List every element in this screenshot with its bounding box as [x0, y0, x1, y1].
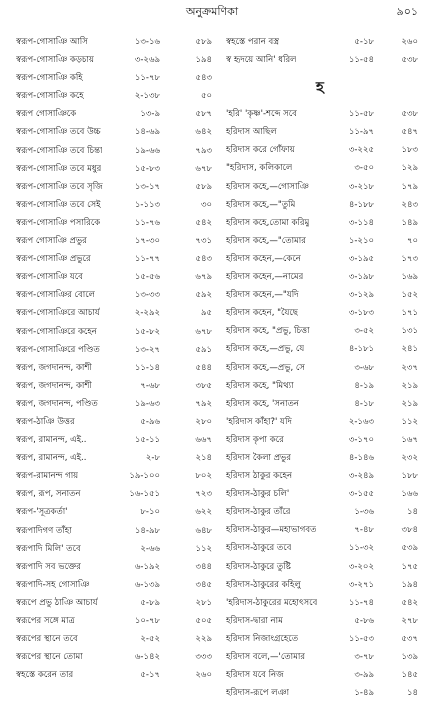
entry-reference: ১১-৭৭	[134, 254, 160, 265]
index-entry	[12, 250, 212, 268]
entry-reference: ৪-১৯	[354, 380, 374, 391]
index-entry	[222, 431, 418, 449]
entry-page: ৬৭৯	[195, 272, 212, 283]
index-entry	[222, 214, 418, 232]
entry-text: স্বরূপ-গোসাঞি তবে উচ্চ	[16, 127, 101, 138]
entry-reference: ৩-২৬৯	[134, 55, 160, 66]
index-entry	[12, 377, 212, 395]
entry-page: ৩৮৪	[401, 525, 418, 536]
index-entry	[12, 503, 212, 521]
index-entry	[222, 377, 418, 395]
index-entry	[12, 612, 212, 630]
entry-text: হরিদাস কহেন,—কেনে	[226, 253, 301, 264]
entry-reference: ৭-৪৮	[354, 525, 374, 536]
entry-text: হরিদাস কহে, 'সনাতন	[226, 398, 299, 409]
entry-reference: ৩-৫০	[354, 163, 374, 174]
entry-reference: ২-৫২	[140, 634, 160, 645]
entry-text: স্ব হৃদয়ে আনি' ধরিল	[226, 55, 297, 66]
entry-reference: ১-১১৩	[134, 199, 160, 210]
index-entry	[12, 51, 212, 69]
entry-reference: ৩-২৭১	[348, 579, 374, 590]
entry-reference: ৩-৭৮	[354, 652, 374, 662]
index-entry	[222, 232, 418, 250]
entry-reference: ১১-৭৪	[348, 597, 374, 608]
entry-reference: ৩-৯৯	[354, 670, 374, 681]
entry-reference: ১-২১০	[348, 235, 374, 246]
entry-reference: ১০-৭৮	[134, 616, 160, 626]
index-entry	[12, 232, 212, 250]
entry-page: ২২৯	[195, 634, 212, 645]
entry-text: স্বরূপ-'সূত্রকর্তা'	[16, 507, 68, 518]
entry-page: ৬৭৮	[195, 163, 212, 174]
entry-text: হরিদাস কৃপা করে	[226, 434, 284, 445]
entry-text: হরিদাস কহে,—গোসাঞি	[226, 181, 309, 192]
entry-text: হরিদাস-ঠাকুর চলি'	[226, 489, 290, 500]
entry-page: ২৩২	[401, 452, 418, 463]
entry-reference: ৩-১৮৩	[348, 308, 374, 319]
entry-reference: ১৯-১০০	[129, 471, 160, 482]
entry-text: হরিদাস-ঠাকুর তাঁরে	[226, 507, 291, 518]
entry-reference: ৩-২২৫	[348, 145, 374, 156]
entry-page: ১৭৯	[401, 181, 418, 192]
entry-text: স্বরূপ-রামানন্দ গায়	[16, 471, 79, 482]
entry-page: ৫৩৮	[401, 109, 418, 120]
index-entry	[222, 322, 418, 340]
entry-text: স্বরূপে প্রভু ঠাঞি আচার্য	[16, 597, 98, 608]
entry-page: ৭৯২	[195, 398, 212, 409]
entry-text: স্বরূপ-গোসাঞি কহি	[16, 73, 83, 84]
index-entry	[12, 576, 212, 594]
index-entry	[222, 467, 418, 485]
entry-text: হরিদাস-রূপে লঞা	[226, 688, 290, 699]
entry-reference: ৬-১৩৯	[134, 579, 160, 590]
index-entry	[12, 123, 212, 141]
index-entry	[222, 340, 418, 358]
entry-reference: ১৬-১৫১	[129, 489, 160, 500]
entry-page: ১২৯	[401, 163, 418, 174]
entry-text: স্বরূপ-গোসাঞি পসারিকে	[16, 217, 101, 228]
entry-text: 'হরি' 'কৃষ্ণ'-শব্দে সবে	[226, 109, 297, 120]
left-column	[12, 33, 212, 684]
entry-page: ১৮৩	[401, 145, 418, 156]
index-entry	[222, 178, 418, 196]
entry-page: ১৫২	[401, 290, 418, 301]
entry-text: হরিদাস-ঠাকুর—মহাভাগবত	[226, 525, 317, 536]
index-entry	[12, 196, 212, 214]
entry-page: ১১২	[195, 543, 212, 554]
entry-text: স্বরূপ গোসাঞি প্রভুর	[16, 236, 87, 247]
index-entry	[12, 485, 212, 503]
index-entry	[222, 630, 418, 648]
entry-text: স্বরূপের সঙ্গে মাত্র	[16, 616, 75, 626]
entry-reference: ৫-৮৬	[354, 615, 374, 626]
entry-text: হরিদাস-ঠাকুরে তবে	[226, 543, 292, 554]
index-entry	[222, 449, 418, 467]
entry-reference: ৩-১১৪	[348, 217, 374, 228]
entry-text: স্বরূপ-গোসাঞিরে পণ্ডিত	[16, 344, 100, 355]
entry-reference: ১১-৩২	[348, 543, 374, 554]
entry-text: স্বরূপ-গোসাঞি আসি	[16, 37, 88, 47]
entry-reference: ৩-১৫৫	[348, 489, 374, 500]
index-entry	[222, 286, 418, 304]
entry-reference: ১১-৫৮	[348, 109, 374, 120]
entry-text: স্বহস্তে পরান বস্ত্র	[226, 37, 280, 47]
entry-reference: ১৭-৩০	[134, 236, 160, 247]
index-entry	[222, 684, 418, 702]
entry-text: স্বরূপের স্থানে তবে	[16, 634, 78, 645]
page-number: ৯০১	[396, 5, 418, 18]
index-entry	[12, 214, 212, 232]
entry-text: হরিদাস-দ্বারা নাম	[226, 615, 283, 626]
entry-page: ৩৮৫	[195, 380, 212, 391]
entry-page: ৫৩৭	[401, 633, 418, 644]
index-entry	[12, 413, 212, 431]
index-entry	[12, 540, 212, 558]
index-entry	[12, 666, 212, 684]
entry-text: হরিদাস কহে,—প্রভু, যে	[226, 344, 305, 355]
entry-reference: ২-৮	[145, 453, 160, 464]
entry-reference: ১১-৫৩	[348, 633, 374, 644]
entry-reference: ১৪-৬৯	[134, 127, 160, 138]
entry-text: হরিদাস কহে, "মিথ্যা	[226, 380, 294, 391]
entry-page: ১৮৮	[401, 471, 418, 482]
entry-text: হরিদাস নিজাংগ্রহেতে	[226, 633, 299, 644]
index-entry	[222, 666, 418, 684]
right-column	[222, 33, 418, 702]
entry-page: ১৪	[406, 688, 418, 699]
index-entry	[12, 286, 212, 304]
index-entry	[12, 558, 212, 576]
entry-reference: ৩-১৯৫	[348, 253, 374, 264]
entry-text: হরিদাস আছিল	[226, 127, 277, 138]
entry-text: হরিদাস কহেন,—নামের	[226, 272, 304, 283]
index-entry	[222, 594, 418, 612]
entry-page: ৫৯১	[195, 344, 212, 355]
index-entry	[12, 359, 212, 377]
entry-text: হরিদাস যবে নিজ	[226, 670, 284, 681]
entry-reference: ৬-১৪২	[134, 652, 160, 663]
section-letter: হ	[316, 78, 324, 97]
entry-reference: ৪-১৮৮	[348, 199, 374, 210]
entry-reference: ১৫-৮২	[134, 326, 160, 337]
entry-page: ৮০২	[195, 471, 212, 482]
entry-reference: ৬-১৯২	[134, 561, 160, 572]
entry-page: ৩০	[200, 199, 212, 210]
entry-reference: ১৫-৮৩	[134, 163, 160, 174]
entry-page: ৫৮৯	[195, 181, 212, 192]
entry-page: ৭৩১	[195, 236, 212, 247]
entry-reference: ১-৩৬	[354, 507, 374, 518]
index-entry	[12, 268, 212, 286]
entry-page: ১৬৬	[401, 489, 418, 500]
entry-reference: ১১-৭৮	[134, 73, 160, 84]
entry-page: ৫৮৯	[195, 37, 212, 47]
entry-reference: ১৫-৫৬	[134, 272, 160, 283]
entry-reference: ১৩-৯	[140, 109, 160, 120]
entry-reference: ১৫-১১	[134, 435, 160, 446]
index-entry	[222, 521, 418, 539]
entry-page: ২৪৩	[401, 199, 418, 210]
entry-text: স্বরূপাদি মিলি' তবে	[16, 543, 81, 554]
entry-text: হরিদাস বলে,—'তোমার	[226, 652, 305, 662]
index-entry	[222, 359, 418, 377]
entry-reference: ১৩-৩৩	[134, 290, 160, 301]
entry-reference: ৩-২০২	[348, 561, 374, 572]
entry-text: হরিদাস ঠাকুর কহেন	[226, 471, 293, 482]
index-entry	[222, 105, 418, 123]
entry-page: ২১৯	[401, 380, 418, 391]
index-entry	[12, 341, 212, 359]
entry-text: স্বরূপ-গোসাঞি কহে	[16, 91, 84, 102]
entry-page: ৭০	[406, 235, 418, 246]
entry-reference: ২-১৩৮	[134, 91, 160, 102]
entry-page: ১৯৪	[195, 55, 212, 66]
entry-reference: ৫-১৭	[140, 670, 160, 681]
index-entry	[222, 612, 418, 630]
entry-page: ১৭১	[401, 308, 418, 319]
index-entry	[12, 467, 212, 485]
entry-page: ১৯৪	[401, 579, 418, 590]
entry-text: হরিদাস কহে, "প্রভু, চিত্তা	[226, 326, 310, 337]
entry-page: ২৬০	[401, 37, 418, 47]
entry-page: ৫৪৩	[195, 254, 212, 265]
index-entry	[222, 51, 418, 69]
entry-reference: ৩-৫২	[354, 326, 374, 337]
entry-text: স্বরূপ, রামানন্দ, এই..	[16, 453, 87, 464]
entry-text: হরিদাস-ঠাকুরের কহিলু	[226, 579, 301, 590]
entry-text: স্বরূপ-গোসাঞিরে আচার্য	[16, 308, 100, 319]
index-entry	[12, 323, 212, 341]
entry-text: স্বরূপাদিগণ তাঁহা	[16, 525, 72, 536]
entry-text: স্বরূপ-গোসাঞি তবে সেই	[16, 199, 101, 210]
entry-page: ১১২	[401, 416, 418, 427]
entry-page: ৬২২	[195, 507, 212, 518]
index-entry	[222, 503, 418, 521]
entry-page: ৩৪৪	[195, 561, 212, 572]
entry-reference: ৩-৬৮	[354, 362, 374, 373]
entry-text: স্বরূপ-গোসাঞি যবে	[16, 272, 83, 283]
entry-reference: ১১-৯৭	[348, 127, 374, 138]
index-entry	[12, 594, 212, 612]
entry-page: ৫৯২	[195, 290, 212, 301]
entry-text: 'হরিদাস কাঁহা?' যদি	[226, 416, 292, 427]
entry-page: ১৩৯	[401, 652, 418, 662]
entry-reference: ১৩-২৭	[134, 344, 160, 355]
entry-reference: ৫-৯৬	[140, 416, 160, 427]
entry-page: ১৪৫	[401, 670, 418, 681]
index-entry	[222, 558, 418, 576]
index-entry	[222, 395, 418, 413]
index-entry	[222, 576, 418, 594]
entry-text: হরিদাস কহে,তোমা করিমু	[226, 217, 310, 228]
index-entry	[12, 522, 212, 540]
index-entry	[12, 449, 212, 467]
entry-text: হরিদাস কৈলা প্রভুর	[226, 452, 292, 463]
right-bottom-entries	[222, 105, 418, 702]
entry-page: ১৬৭	[401, 434, 418, 445]
entry-text: স্বরূপ-গোসাঞির বোলে	[16, 290, 95, 301]
entry-page: ৫৩৯	[401, 543, 418, 554]
index-entry	[12, 630, 212, 648]
entry-reference: ৩-২১৮	[348, 181, 374, 192]
entry-page: ৩৪৫	[195, 579, 212, 590]
entry-page: ২১৪	[195, 453, 212, 464]
entry-reference: ১৪-৯৮	[134, 525, 160, 536]
entry-page: ২৩৭	[401, 362, 418, 373]
entry-page: ৫৪৭	[401, 127, 418, 138]
entry-page: ১৪৯	[401, 217, 418, 228]
index-entry	[12, 648, 212, 666]
entry-page: ৯৫	[200, 308, 212, 319]
index-entry	[12, 395, 212, 413]
entry-page: ১৭৩	[401, 253, 418, 264]
entry-page: ৫৩৮	[401, 55, 418, 66]
entry-text: স্বরূপ-গোসাঞি তবে চিন্তা	[16, 145, 103, 156]
entry-text: স্বরূপ, জগদানন্দ, কাশী	[16, 362, 92, 373]
entry-reference: ৩-১৯৮	[348, 272, 374, 283]
index-entry	[222, 33, 418, 51]
entry-reference: ১৩-১৭	[134, 181, 160, 192]
entry-reference: ২-২৯২	[134, 308, 160, 319]
entry-page: ২১৯	[401, 398, 418, 409]
entry-text: "হরিদাস, কলিকালে	[226, 163, 293, 174]
entry-text: স্বরূপাদি-সহ গোসাঞি	[16, 579, 90, 590]
entry-page: ২৮০	[195, 416, 212, 427]
entry-reference: ১১-৭৬	[134, 217, 160, 228]
entry-page: ৫৪৩	[195, 73, 212, 84]
entry-text: স্বরূপ, জগদানন্দ, কাশী	[16, 380, 92, 391]
entry-text: স্বরূপ গোসাঞিকে	[16, 109, 77, 120]
entry-page: ২৮১	[195, 597, 212, 608]
entry-text: স্বরূপ, রামানন্দ, এই..	[16, 435, 87, 446]
entry-text: স্বরূপ-গোসাঞি তবে মধুর	[16, 163, 102, 174]
entry-page: ৫০	[200, 91, 212, 102]
entry-text: স্বরূপ, রূপ, সনাতন	[16, 489, 81, 500]
entry-reference: ৩-১৭০	[348, 434, 374, 445]
entry-reference: ১১-৫৪	[348, 55, 374, 66]
index-entry	[222, 304, 418, 322]
index-entry	[222, 648, 418, 666]
entry-reference: ৩-২৪৯	[348, 471, 374, 482]
entry-page: ৬৬৭	[195, 435, 212, 446]
index-entry	[222, 413, 418, 431]
index-entry	[222, 141, 418, 159]
entry-page: ২৭৮	[401, 615, 418, 626]
entry-text: স্বহস্তে করেন তার	[16, 670, 74, 681]
entry-page: ৫০৫	[195, 616, 212, 626]
entry-text: স্বরূপ-গোসাঞি কড়চায়	[16, 55, 94, 66]
index-entry	[12, 33, 212, 51]
index-entry	[222, 196, 418, 214]
entry-reference: ৪-১৮১	[348, 344, 374, 355]
entry-page: ৫৪২	[401, 597, 418, 608]
entry-page: ৫৮৭	[195, 109, 212, 120]
entry-reference: ৩-১২৯	[348, 290, 374, 301]
page-title: অনুক্রমণিকা	[185, 5, 239, 18]
entry-page: ৬৪৮	[195, 525, 212, 536]
entry-reference: ৭-৬৮	[140, 380, 160, 391]
entry-page: ৫৪২	[195, 217, 212, 228]
index-entry	[12, 304, 212, 322]
index-entry	[222, 539, 418, 557]
index-entry	[222, 268, 418, 286]
entry-text: স্বরূপ-গোসাঞিরে কহেন	[16, 326, 97, 337]
entry-text: স্বরূপ-গোসাঞি তবে সৃজি	[16, 181, 103, 192]
index-entry	[12, 105, 212, 123]
entry-reference: ৮-১০	[140, 507, 160, 518]
entry-text: হরিদাস কহেন, "যৈছে	[226, 308, 298, 319]
entry-reference: ১৯-৬৩	[134, 398, 160, 409]
index-entry	[12, 431, 212, 449]
entry-reference: ৫-১৮	[354, 37, 374, 47]
entry-text: 'হরিদাস-ঠাকুরের মহোৎসবে	[226, 597, 318, 608]
entry-page: ১৭৫	[401, 561, 418, 572]
entry-page: ২৬০	[195, 670, 212, 681]
entry-page: ৭২৩	[195, 489, 212, 500]
entry-page: ১৩১	[401, 326, 418, 337]
index-entry	[222, 485, 418, 503]
entry-text: হরিদাস কহে,—প্রভু, সে	[226, 362, 305, 373]
index-entry	[222, 123, 418, 141]
entry-reference: ১৩-১৬	[134, 37, 160, 47]
entry-text: স্বরূপ-ঠাঞি উত্তর	[16, 416, 75, 427]
entry-text: হরিদাস কহে,—"তোমার	[226, 235, 306, 246]
index-entry	[222, 159, 418, 177]
entry-page: ৬৪২	[195, 127, 212, 138]
entry-text: স্বরূপাদি সব ভক্তের	[16, 561, 81, 572]
entry-page: ২৪১	[401, 344, 418, 355]
entry-page: ৬৭৮	[195, 326, 212, 337]
entry-text: স্বরূপের স্থানে তোমা	[16, 652, 83, 663]
entry-page: ১৬৯	[401, 272, 418, 283]
entry-page: ১৪	[406, 507, 418, 518]
entry-reference: ২-৬৬	[140, 543, 160, 554]
entry-reference: ২-১৬৩	[348, 416, 374, 427]
entry-page: ৫৪৪	[195, 362, 212, 373]
right-top-entries	[222, 33, 418, 69]
entry-reference: ৫-৮৯	[140, 597, 160, 608]
entry-text: হরিদাস-ঠাকুরে তুষ্টি	[226, 561, 291, 572]
index-entry	[12, 142, 212, 160]
index-entry	[12, 69, 212, 87]
entry-reference: ৪-১৪৬	[348, 452, 374, 463]
entry-text: হরিদাস কহে,—"তুমি	[226, 199, 296, 210]
entry-page: ৩৩৩	[195, 652, 212, 663]
index-entry	[222, 250, 418, 268]
index-entry	[12, 160, 212, 178]
entry-text: হরিদাস করে গোঁফায়	[226, 145, 295, 156]
entry-page: ৭৯৩	[195, 145, 212, 156]
entry-reference: ১৯-৬৬	[134, 145, 160, 156]
entry-reference: ১১-১৪	[134, 362, 160, 373]
entry-text: স্বরূপ-গোসাঞি প্রভুরে	[16, 254, 91, 265]
entry-reference: ৪-১৮	[354, 398, 374, 409]
entry-reference: ১-৪৯	[354, 688, 374, 699]
index-entry	[12, 178, 212, 196]
entry-text: হরিদাস কহেন,—"যদি	[226, 290, 299, 301]
index-entry	[12, 87, 212, 105]
entry-text: স্বরূপ, জগদানন্দ, পণ্ডিত	[16, 398, 98, 409]
